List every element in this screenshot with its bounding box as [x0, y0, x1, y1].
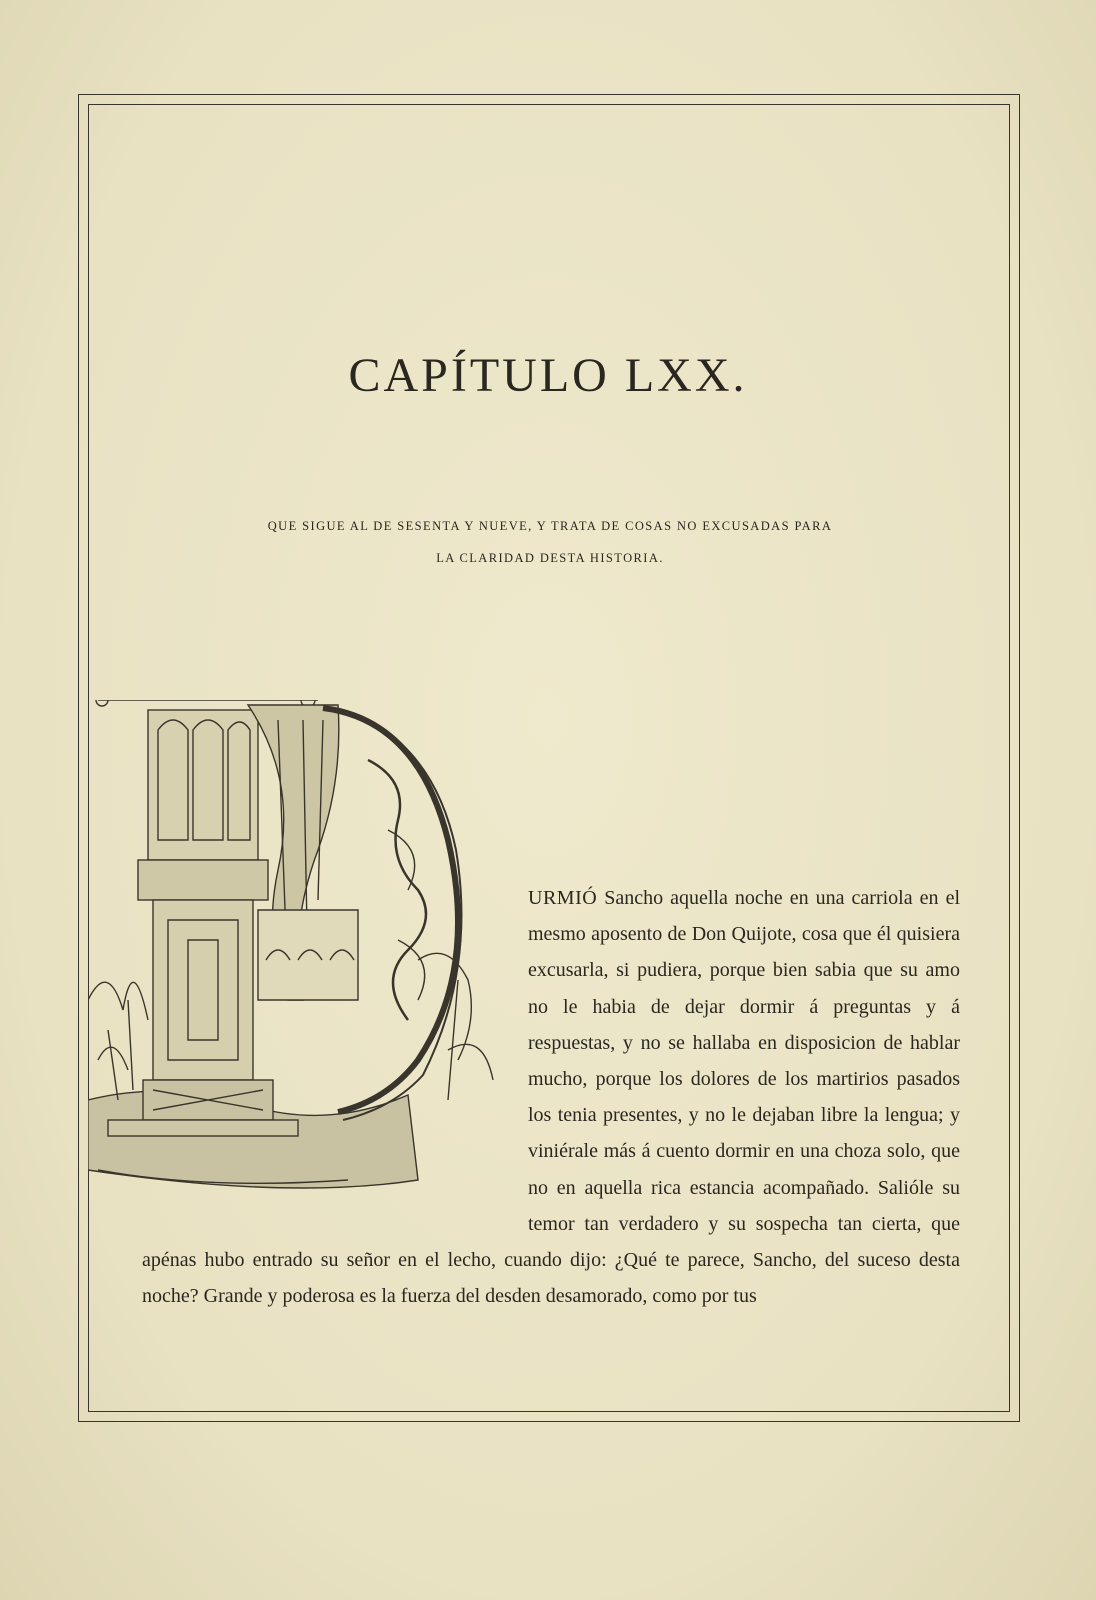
chapter-body: [142, 880, 960, 1314]
body-paragraph-text: Sancho aquella noche en una carriola en el mesmo aposento de Don Quijote, cosa que él quisiera excusarla, si pudiera, porque bien sabia que su amo no le habia de dejar dormir á preguntas y á respuestas, y no se hallaba en disposicion de hablar mucho, porque los dolores de los martirios pasados los tenia presentes, y no le dejaban libre la lengua; y viniérale más á cuento dormir en una choza solo, que no en aquella rica estancia acompañado. Salióle su temor tan verdadero y su sospecha tan cierta, que apénas hubo entrado su señor en el lecho, cuando dijo: ¿Qué te parece, Sancho, del suceso desta noche? Grande y poderosa es la fuerza del desden desamorado, como por tus: [142, 887, 960, 1308]
lead-word: URMIÓ: [528, 887, 598, 909]
chapter-subtitle-line-2: LA CLARIDAD DESTA HISTORIA.: [436, 551, 664, 565]
chapter-subtitle: [200, 510, 900, 574]
chapter-title: CAPÍTULO LXX.: [348, 349, 748, 402]
chapter-subtitle-line-1: QUE SIGUE AL DE SESENTA Y NUEVE, Y TRATA DE COSAS NO EXCUSADAS PARA: [267, 519, 833, 533]
initial-wrap-space: [142, 880, 528, 1242]
